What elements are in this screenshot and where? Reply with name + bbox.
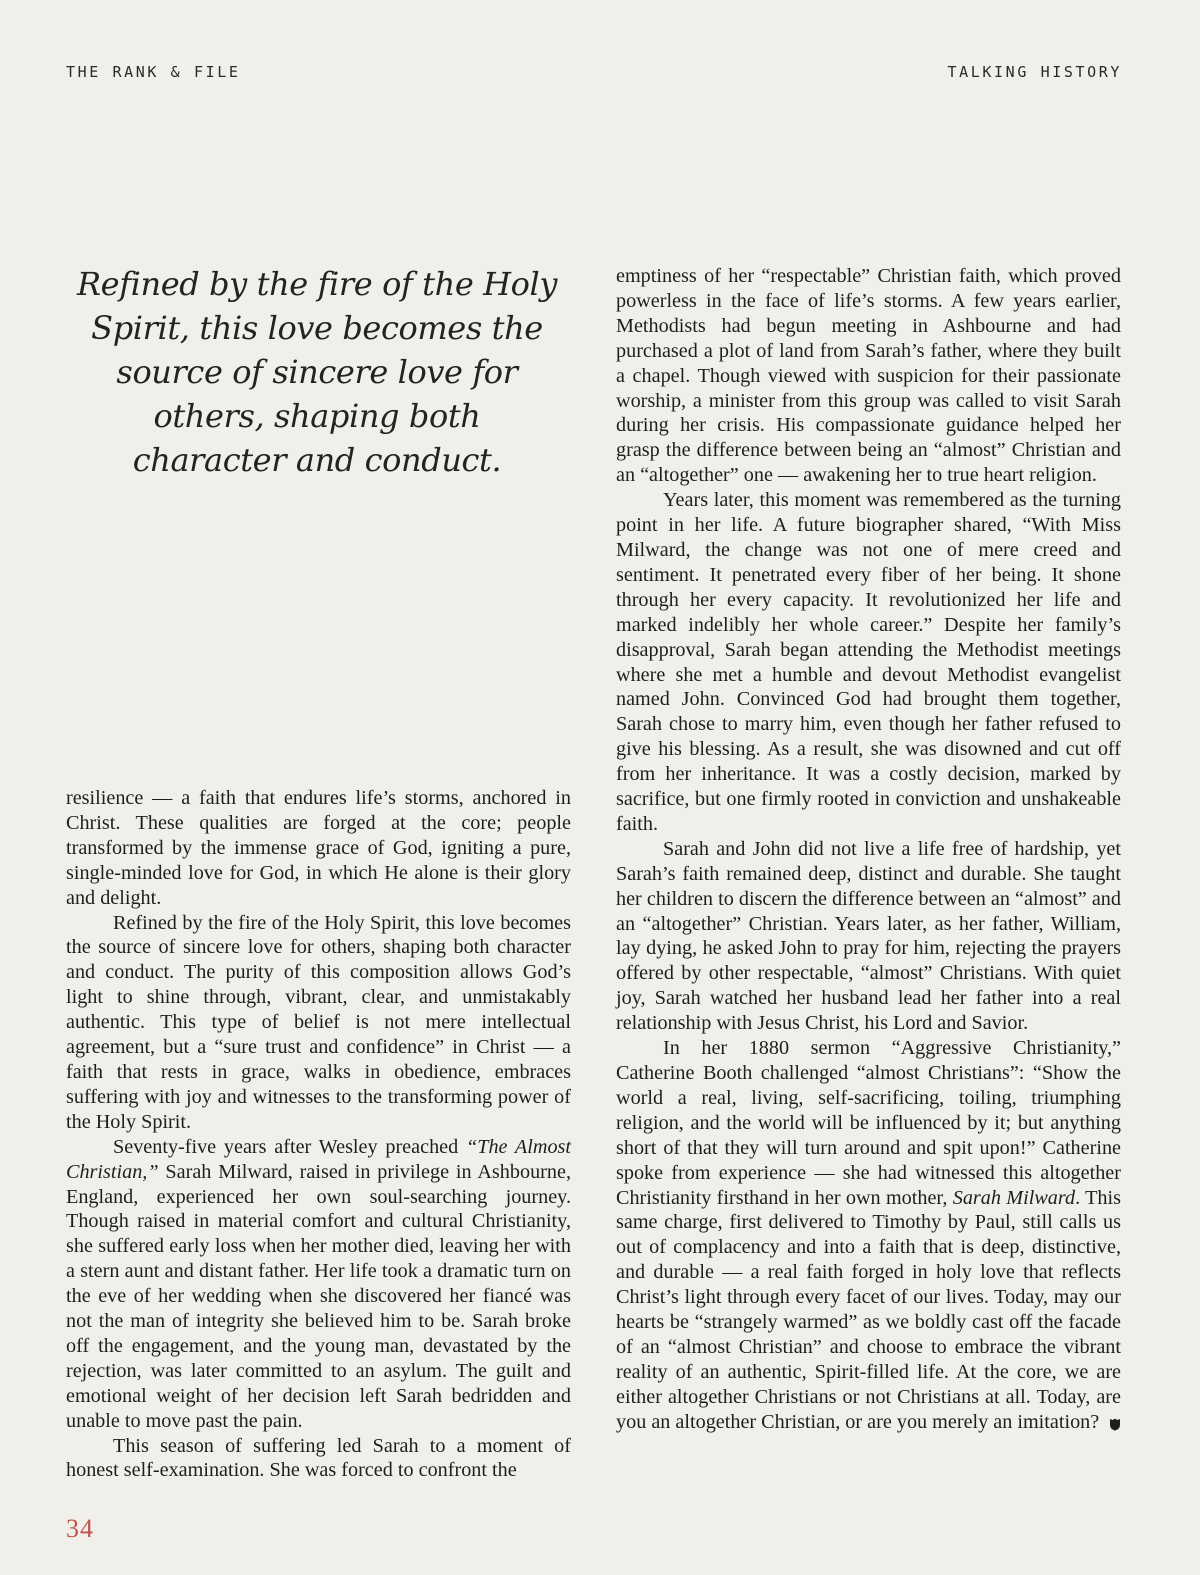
left-paragraph-4: This season of suffering led Sarah to a moment of honest self-examination. She was forced to confront the xyxy=(66,1434,571,1482)
right-paragraph-4-start: In her 1880 sermon “Aggressive Christianity,” Catherine Booth challenged “almost Christians”: “Show the world a real, living, self-sacrificing, toiling, triumphing religion, and the world will be influenced by it; but anything short of that they will turn around and spit upon!” Catherine spoke from experience — she had witnessed this altogether Christianity firsthand in her own mother, xyxy=(616,1037,1121,1209)
sermon-title: “The Almost Christian,” xyxy=(66,1135,571,1183)
right-column xyxy=(616,264,1121,1435)
left-paragraph-2: Refined by the fire of the Holy Spirit, this love becomes the source of sincere love for others, shaping both character and conduct. The purity of this composition allows God’s light to shine through, vibrant, clear, and unmistakably authentic. This type of belief is not mere intellectual agreement, but a “sure trust and confidence” in Christ — a faith that rests in grace, walks in obedience, embraces suffering with joy and witnesses to the transforming power of the Holy Spirit. xyxy=(66,911,571,1133)
shield-end-mark-icon xyxy=(1109,1418,1121,1431)
page-number: 34 xyxy=(66,1514,94,1543)
right-paragraph-4-rest: . This same charge, first delivered to Timothy by Paul, still calls us out of complacency and into a faith that is deep, distinctive, and durable — a real faith forged in holy love that reflects Christ’s light through every facet of our lives. Today, may our hearts be “strangely warmed” as we boldly cast off the facade of an “almost Christian” and choose to embrace the vibrant reality of an authentic, Spirit-filled life. At the core, we are either altogether Christians or not Christians at all. Today, are you an altogether Christian, or are you merely an imitation? xyxy=(616,1186,1121,1433)
right-paragraph-1: emptiness of her “respectable” Christian faith, which proved powerless in the face of life’s storms. A few years earlier, Methodists had begun meeting in Ashbourne and had purchased a plot of land from Sarah’s father, where they built a chapel. Though viewed with suspicion for their passionate worship, a minister from this group was called to visit Sarah during her crisis. His compassionate guidance helped her grasp the difference between being an “almost” Christian and an “altogether” one — awakening her to true heart religion. xyxy=(616,265,1121,487)
left-paragraph-3-start: Seventy-five years after Wesley preached xyxy=(113,1135,466,1158)
pull-quote: Refined by the fire of the Holy Spirit, this love becomes the source of sincere love for others, shaping both character and conduct. xyxy=(76,265,558,479)
left-paragraph-3-rest: Sarah Milward, raised in privilege in Ashbourne, England, experienced her own soul-searching journey. Though raised in material comfort and cultural Christianity, she suffered early loss when her mother died, leaving her with a stern aunt and distant father. Her life took a dramatic turn on the eve of her wedding when she discovered her fiancé was not the man of integrity she believed him to be. Sarah broke off the engagement, and the young man, devastated by the rejection, was later committed to an asylum. The guilt and emotional weight of her decision left Sarah bedridden and unable to move past the pain. xyxy=(66,1160,571,1432)
left-paragraph-1: resilience — a faith that endures life’s storms, anchored in Christ. These qualities are forged at the core; people transformed by the immense grace of God, igniting a pure, single-minded love for God, in which He alone is their glory and delight. xyxy=(66,787,571,909)
left-column xyxy=(66,786,571,1483)
right-paragraph-4 xyxy=(616,1036,1121,1435)
right-paragraph-3: Sarah and John did not live a life free of hardship, yet Sarah’s faith remained deep, distinct and durable. She taught her children to discern the difference between an “almost” and an “altogether” Christian. Years later, as her father, William, lay dying, he asked John to pray for him, rejecting the prayers offered by other respectable, “almost” Christians. With quiet joy, Sarah watched her husband lead her father into a real relationship with Jesus Christ, his Lord and Savior. xyxy=(616,837,1121,1035)
mother-name: Sarah Milward xyxy=(952,1186,1076,1209)
running-header-right: TALKING HISTORY xyxy=(947,63,1122,81)
right-paragraph-2: Years later, this moment was remembered as the turning point in her life. A future biographer shared, “With Miss Milward, the change was not one of mere creed and sentiment. It penetrated every fiber of her being. It shone through her every capacity. It revolutionized her life and marked indelibly her whole career.” Despite her family’s disapproval, Sarah began attending the Methodist meetings where she met a humble and devout Methodist evangelist named John. Convinced God had brought them together, Sarah chose to marry him, even though her father refused to give his blessing. As a result, she was disowned and cut off from her inheritance. It was a costly decision, marked by sacrifice, but one firmly rooted in conviction and unshakeable faith. xyxy=(616,489,1121,835)
left-paragraph-3 xyxy=(66,1135,571,1434)
running-header-left: THE RANK & FILE xyxy=(66,63,241,81)
